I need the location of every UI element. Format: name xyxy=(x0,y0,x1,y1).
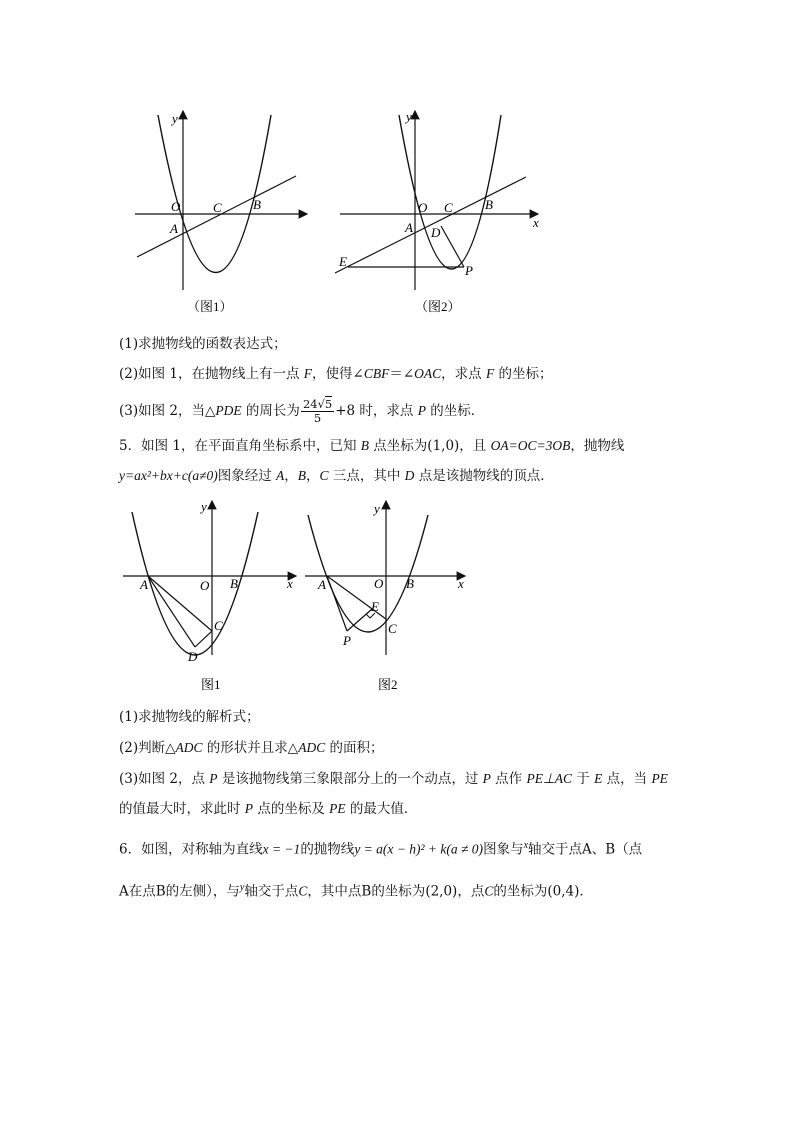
q4-part2-f: F xyxy=(303,366,313,381)
label-y: y xyxy=(374,501,380,516)
q4-part3-d: 的坐标． xyxy=(425,403,485,419)
q6-line1-A: A xyxy=(582,841,592,858)
label-a: A xyxy=(318,577,326,592)
q6-line2-h: ． xyxy=(579,883,593,900)
frac-num-radicand: 5 xyxy=(324,397,333,411)
q5-line2 xyxy=(119,466,554,486)
q5-line2-d: 三点，其中 xyxy=(328,468,405,484)
q5-line2-e: 点是该抛物线的顶点． xyxy=(414,468,554,484)
q6-line2-C: C xyxy=(298,883,308,899)
parabola xyxy=(308,515,428,632)
label-y: y xyxy=(201,499,207,514)
frac-num-coef: 24 xyxy=(302,397,318,411)
label-c: C xyxy=(388,621,397,636)
label-y: y xyxy=(406,109,412,124)
q6-line1-d: 轴交于点 xyxy=(528,841,583,858)
q5-part3-e: 点，当 xyxy=(602,771,652,787)
label-d: D xyxy=(188,649,198,664)
q6-line1-b: 的抛物线 xyxy=(300,841,355,858)
q5-part3-p: P xyxy=(209,771,218,786)
q5-line1-b: 点坐标为(1,0)，且 xyxy=(369,438,491,454)
q5-part3-line2-p: P xyxy=(244,801,254,816)
segment-ap xyxy=(327,576,347,631)
label-a: A xyxy=(170,221,178,236)
q5-part1-text: (1)求抛物线的解析式； xyxy=(119,709,260,725)
q5-part2-c: 的面积； xyxy=(325,740,384,756)
q6-line1-axis: x = −1 xyxy=(262,841,301,857)
q4-part3-a: (3)如图 2，当△ xyxy=(119,403,216,419)
q4-part2-b: ，使得∠ xyxy=(312,366,364,382)
q4-part2-d: ，求点 xyxy=(441,366,486,382)
q6-line2-ccoord: (0,4) xyxy=(547,883,580,900)
caption-fig2: （图2） xyxy=(415,299,461,314)
label-c: C xyxy=(213,200,222,215)
q4-part2 xyxy=(119,364,553,384)
q5-part3-c: 点作 xyxy=(490,771,527,787)
q6-line2-b: 的左侧），与 xyxy=(165,883,240,900)
q6-line1-e: 、 xyxy=(591,841,606,858)
q6-line2-A: A xyxy=(119,883,129,900)
label-p: P xyxy=(343,633,351,648)
q6-line1-c: 图象与 xyxy=(483,841,524,858)
q5-line1-eq: OA=OC=3OB xyxy=(490,438,571,453)
caption-q5-fig2: 图2 xyxy=(378,677,398,692)
label-b: B xyxy=(230,576,238,591)
q5-line2-a: 图象经过 xyxy=(217,468,277,484)
q5-part3-a: (3)如图 2，点 xyxy=(119,771,210,787)
label-a: A xyxy=(405,220,413,235)
q5-part2-b: 的形状并且求△ xyxy=(202,740,299,756)
q4-part3-c: +8 时，求点 xyxy=(335,403,418,419)
label-o: O xyxy=(374,576,384,591)
q5-line1 xyxy=(119,436,624,456)
label-x: x xyxy=(533,215,539,230)
label-o: O xyxy=(200,578,210,593)
label-d: D xyxy=(431,225,441,240)
q6-line2-y: y xyxy=(239,882,245,893)
label-x: x xyxy=(458,576,464,591)
q5-line2-D: D xyxy=(404,468,415,483)
q6-line2-c: 轴交于点 xyxy=(244,883,299,900)
q4-part2-cbf: CBF xyxy=(363,366,390,381)
q6-line2-g: 的坐标为 xyxy=(493,883,548,900)
q6-line2-B2: B xyxy=(361,883,372,900)
q6-line2-B: B xyxy=(155,883,166,900)
q5-part3-pe: PE xyxy=(651,771,668,786)
figure-q5-2 xyxy=(300,495,475,700)
label-o: O xyxy=(171,199,181,214)
q5-part2 xyxy=(119,738,384,758)
q6-line2-e: 的坐标为 xyxy=(371,883,426,900)
line-ab xyxy=(137,176,296,257)
parabola xyxy=(132,512,258,655)
q5-part3-line2-b: 点的坐标及 xyxy=(253,801,330,817)
q5-line1-a: 5．如图 1，在平面直角坐标系中，已知 xyxy=(119,438,361,454)
label-a: A xyxy=(140,577,148,592)
q5-part3-line2-a: 的值最大时，求此时 xyxy=(119,801,245,817)
segment-pe xyxy=(347,609,372,631)
parabola xyxy=(399,115,501,269)
q6-line1-func: y = a(x − h)² + k(a ≠ 0) xyxy=(354,841,484,857)
q5-part2-adc: ADC xyxy=(175,740,203,755)
q6-line2 xyxy=(119,878,593,902)
q5-line2-func: y=ax²+bx+c(a≠0) xyxy=(119,468,218,483)
label-c: C xyxy=(214,618,223,633)
q4-part3 xyxy=(119,394,484,428)
q4-part2-c: ＝∠ xyxy=(389,366,415,382)
q4-part1 xyxy=(119,334,287,354)
frac-den: 5 xyxy=(313,411,322,425)
segment-dc xyxy=(195,631,212,647)
q5-part3-peac: PE⊥AC xyxy=(526,771,572,786)
q5-part3-line1 xyxy=(119,769,668,789)
q5-part3-e-point: E xyxy=(594,771,603,786)
figure-q5-1 xyxy=(118,495,303,700)
q6-line1-B: B xyxy=(605,841,616,858)
q5-part3-b: 是该抛物线第三象限部分上的一个动点，过 xyxy=(217,771,483,787)
segment-ad xyxy=(148,576,195,647)
label-e: E xyxy=(371,599,379,614)
caption-fig1: （图1） xyxy=(187,299,233,314)
q5-part2-adc2: ADC xyxy=(298,740,326,755)
q5-line2-A: A xyxy=(276,468,285,483)
perimeter-fraction: $\frac{24√5}{5}$ xyxy=(302,397,333,425)
q5-part3-p2: P xyxy=(482,771,491,786)
q6-line2-a: 在点 xyxy=(128,883,156,900)
q6-line2-d: ，其中点 xyxy=(307,883,362,900)
q4-part2-oac: OAC xyxy=(414,366,442,381)
label-b: B xyxy=(406,576,414,591)
q6-line1-a: 6．如图，对称轴为直线 xyxy=(119,841,263,858)
q5-line2-C: C xyxy=(319,468,329,483)
figure-top-2 xyxy=(330,105,550,320)
label-b: B xyxy=(253,197,261,212)
q5-part1 xyxy=(119,707,260,727)
q4-part3-pde: PDE xyxy=(215,403,242,418)
q6-line1-f: （点 xyxy=(615,841,643,858)
label-c: C xyxy=(444,200,453,215)
q5-line1-c: ，抛物线 xyxy=(570,438,625,454)
q5-part3-line2-pe: PE xyxy=(329,801,346,816)
q4-part2-a: (2)如图 1，在抛物线上有一点 xyxy=(119,366,304,382)
label-p: P xyxy=(465,263,473,278)
q4-part1-text: (1)求抛物线的函数表达式； xyxy=(119,336,287,352)
q6-line1 xyxy=(119,836,642,860)
q6-line2-C2: C xyxy=(484,883,494,899)
q5-line2-b: ， xyxy=(284,468,298,484)
label-x: x xyxy=(287,576,293,591)
q6-line2-f: ，点 xyxy=(457,883,485,900)
label-b: B xyxy=(485,197,493,212)
segment-dp xyxy=(441,226,464,267)
q5-part3-line2-c: 的最大值． xyxy=(345,801,418,817)
parabola xyxy=(158,115,271,273)
q5-line2-B: B xyxy=(297,468,307,483)
q6-line1-x: x xyxy=(523,840,529,851)
q4-part2-e: 的坐标； xyxy=(494,366,553,382)
q5-part3-line2 xyxy=(119,799,417,819)
q4-part2-f2: F xyxy=(485,366,495,381)
q5-line1-b-point: B xyxy=(360,438,370,453)
q5-line2-c: ， xyxy=(306,468,320,484)
q5-part2-a: (2)判断△ xyxy=(119,740,176,756)
q4-part3-p: P xyxy=(417,403,426,418)
label-o: O xyxy=(418,200,428,215)
q4-part3-b: 的周长为 xyxy=(241,403,300,419)
figure-top-1 xyxy=(125,105,320,320)
q6-line2-bcoord: (2,0) xyxy=(425,883,458,900)
q5-part3-d: 于 xyxy=(572,771,595,787)
caption-q5-fig1: 图1 xyxy=(201,677,221,692)
label-y: y xyxy=(172,111,178,126)
label-e: E xyxy=(339,254,347,269)
